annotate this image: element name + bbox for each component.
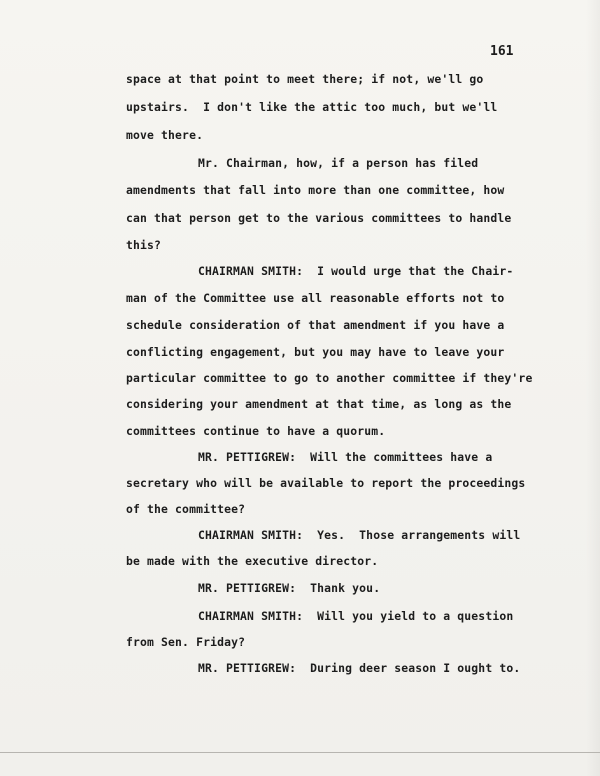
text-line: upstairs. I don't like the attic too much, but we'll bbox=[126, 100, 498, 114]
text-line: man of the Committee use all reasonable efforts not to bbox=[126, 291, 505, 305]
text-line: be made with the executive director. bbox=[126, 554, 379, 568]
text-line: amendments that fall into more than one committee, how bbox=[126, 183, 505, 197]
text-line: Mr. Chairman, how, if a person has filed bbox=[198, 156, 479, 170]
text-line: this? bbox=[126, 238, 162, 252]
page-edge-shadow bbox=[586, 0, 600, 776]
text-line: committees continue to have a quorum. bbox=[126, 424, 386, 438]
text-line: space at that point to meet there; if not, we'll go bbox=[126, 72, 484, 86]
text-line: secretary who will be available to report the proceedings bbox=[126, 476, 526, 490]
text-line: MR. PETTIGREW: Thank you. bbox=[198, 581, 381, 595]
text-line: conflicting engagement, but you may have to leave your bbox=[126, 345, 505, 359]
page-number: 161 bbox=[490, 44, 514, 59]
text-line: can that person get to the various committees to handle bbox=[126, 211, 512, 225]
text-line: CHAIRMAN SMITH: Will you yield to a question bbox=[198, 609, 514, 623]
text-line: considering your amendment at that time, as long as the bbox=[126, 397, 512, 411]
bottom-rule bbox=[0, 752, 600, 753]
text-line: from Sen. Friday? bbox=[126, 635, 246, 649]
text-line: MR. PETTIGREW: Will the committees have a bbox=[198, 450, 493, 464]
text-line: of the committee? bbox=[126, 502, 246, 516]
text-line: schedule consideration of that amendment if you have a bbox=[126, 318, 505, 332]
text-line: CHAIRMAN SMITH: I would urge that the Chair- bbox=[198, 264, 514, 278]
text-line: MR. PETTIGREW: During deer season I ought to. bbox=[198, 661, 521, 675]
text-line: CHAIRMAN SMITH: Yes. Those arrangements will bbox=[198, 528, 521, 542]
text-line: move there. bbox=[126, 128, 204, 142]
text-line: particular committee to go to another committee if they're bbox=[126, 371, 533, 385]
